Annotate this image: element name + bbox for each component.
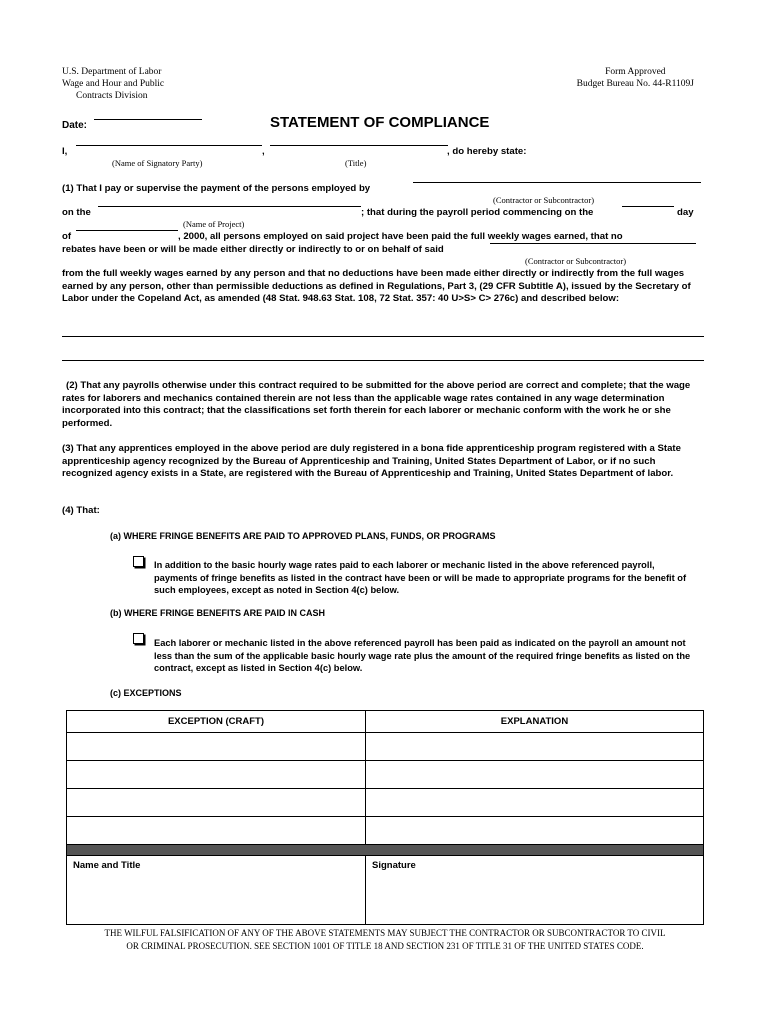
contractor-caption-1: (Contractor or Subcontractor) xyxy=(493,195,595,205)
exceptions-table xyxy=(66,710,704,925)
exception-cell[interactable] xyxy=(67,761,366,789)
section4b-heading: (b) WHERE FRINGE BENEFITS ARE PAID IN CASH xyxy=(110,608,326,618)
explanation-cell[interactable] xyxy=(366,733,704,761)
table-row xyxy=(67,761,704,789)
section1-line1: (1) That I pay or supervise the payment of the persons employed by xyxy=(62,183,371,194)
project-caption: (Name of Project) xyxy=(183,219,245,229)
section4a-text: In addition to the basic hourly wage rates paid to each laborer or mechanic listed in the above referenced payroll, payments of fringe benefits as listed in the contract have been or will be made to appropriate programs for the benefit of such employees, except as noted in Section 4(c) below. xyxy=(154,560,687,596)
agency-line-1: U.S. Department of Labor xyxy=(62,67,162,77)
footer-line-1: THE WILFUL FALSIFICATION OF ANY OF THE ABOVE STATEMENTS MAY SUBJECT THE CONTRACTOR OR SUBCONTRACTOR TO CIVIL xyxy=(104,928,666,938)
description-line-1[interactable] xyxy=(62,336,704,337)
section1-line4: rebates have been or will be made either directly or indirectly to or on behalf of said xyxy=(62,244,444,255)
table-separator xyxy=(67,845,704,856)
i-label: I, xyxy=(62,146,68,157)
checkbox-fringe-plans[interactable] xyxy=(133,556,144,567)
signatory-title-field[interactable] xyxy=(270,145,448,146)
section1-line3b: , 2000, all persons employed on said project have been paid the full weekly wages earned, that no xyxy=(178,231,623,242)
checkbox-fringe-cash[interactable] xyxy=(133,633,144,644)
on-the-label: on the xyxy=(62,207,91,218)
description-line-2[interactable] xyxy=(62,360,704,361)
col-explanation-header: EXPLANATION xyxy=(366,711,704,733)
section4c-heading: (c) EXCEPTIONS xyxy=(110,688,182,698)
day-field[interactable] xyxy=(622,206,674,207)
of-label: of xyxy=(62,231,72,242)
form-title: STATEMENT OF COMPLIANCE xyxy=(270,114,490,131)
section3-text: (3) That any apprentices employed in the above period are duly registered in a bona fide apprenticeship program registered with a State apprenticeship agency recognized by the Bureau of Apprenticeship and Training, United States Department of Labor, or if no such recognized agency exists in a State, are registered with the Bureau of Apprenticeship and Training, United States Department of labor. xyxy=(62,443,681,480)
name-title-cell[interactable] xyxy=(67,856,366,925)
contractor-field-2[interactable] xyxy=(490,243,696,244)
approval-line-2: Budget Bureau No. 44-R1109J xyxy=(576,79,694,89)
month-field[interactable] xyxy=(76,230,178,231)
explanation-cell[interactable] xyxy=(366,817,704,845)
section2-text: (2) That any payrolls otherwise under this contract required to be submitted for the above period are correct and complete; that the wage rates for laborers and mechanics contained therein are not less than the applicable wage rates contained in any wage determination incorporated into this contract; that the classifications set forth therein for each laborer or mechanic conform with the work he or she performed. xyxy=(62,380,691,429)
day-label: day xyxy=(677,207,694,218)
table-row xyxy=(67,733,704,761)
col-exception-header: EXCEPTION (CRAFT) xyxy=(67,711,366,733)
date-label: Date: xyxy=(62,120,88,131)
section1-rest: from the full weekly wages earned by any person and that no deductions have been made either directly or indirectly from the full wages earned by any person, other than permissible deductions as defined in Regulations, Part 3, (29 CFR Subtitle A), issued by the Secretary of Labor under the Copeland Act, as amended (48 Stat. 948.63 Stat. 108, 72 Stat. 357: 40 U>S> C> 276c) and described below: xyxy=(62,268,691,305)
section4b-text: Each laborer or mechanic listed in the above referenced payroll has been paid as indicated on the payroll an amount not less than the sum of the applicable basic hourly wage rate plus the amount of the required fringe benefits as listed on the contract, except as listed in Section 4(c) below. xyxy=(154,638,691,674)
exception-cell[interactable] xyxy=(67,789,366,817)
agency-line-3: Contracts Division xyxy=(76,91,148,101)
footer-warning xyxy=(0,927,770,953)
exception-cell[interactable] xyxy=(67,817,366,845)
section4a-heading: (a) WHERE FRINGE BENEFITS ARE PAID TO APPROVED PLANS, FUNDS, OR PROGRAMS xyxy=(110,531,496,541)
exception-cell[interactable] xyxy=(67,733,366,761)
approval-line-1: Form Approved xyxy=(605,67,666,77)
signature-cell[interactable] xyxy=(366,856,704,925)
explanation-cell[interactable] xyxy=(366,761,704,789)
date-field[interactable] xyxy=(94,119,202,120)
agency-block xyxy=(62,66,164,102)
footer-line-2: OR CRIMINAL PROSECUTION. SEE SECTION 1001 OF TITLE 18 AND SECTION 231 OF TITLE 31 OF THE UNITED STATES CODE. xyxy=(126,941,644,951)
approval-block xyxy=(577,66,694,90)
table-row xyxy=(67,789,704,817)
section1-line2b: ; that during the payroll period commencing on the xyxy=(361,207,594,218)
signature-label: Signature xyxy=(372,860,416,871)
signatory-caption: (Name of Signatory Party) xyxy=(112,158,203,168)
comma-sep: , xyxy=(262,146,265,157)
title-caption: (Title) xyxy=(345,158,367,168)
name-title-label: Name and Title xyxy=(73,860,141,871)
contractor-caption-2: (Contractor or Subcontractor) xyxy=(525,256,627,266)
project-field[interactable] xyxy=(98,206,361,207)
explanation-cell[interactable] xyxy=(366,789,704,817)
signatory-name-field[interactable] xyxy=(76,145,262,146)
table-row xyxy=(67,817,704,845)
agency-line-2: Wage and Hour and Public xyxy=(62,79,165,89)
contractor-field-1[interactable] xyxy=(413,182,701,183)
section4-label: (4) That: xyxy=(62,505,100,516)
do-hereby-text: , do hereby state: xyxy=(447,146,527,157)
